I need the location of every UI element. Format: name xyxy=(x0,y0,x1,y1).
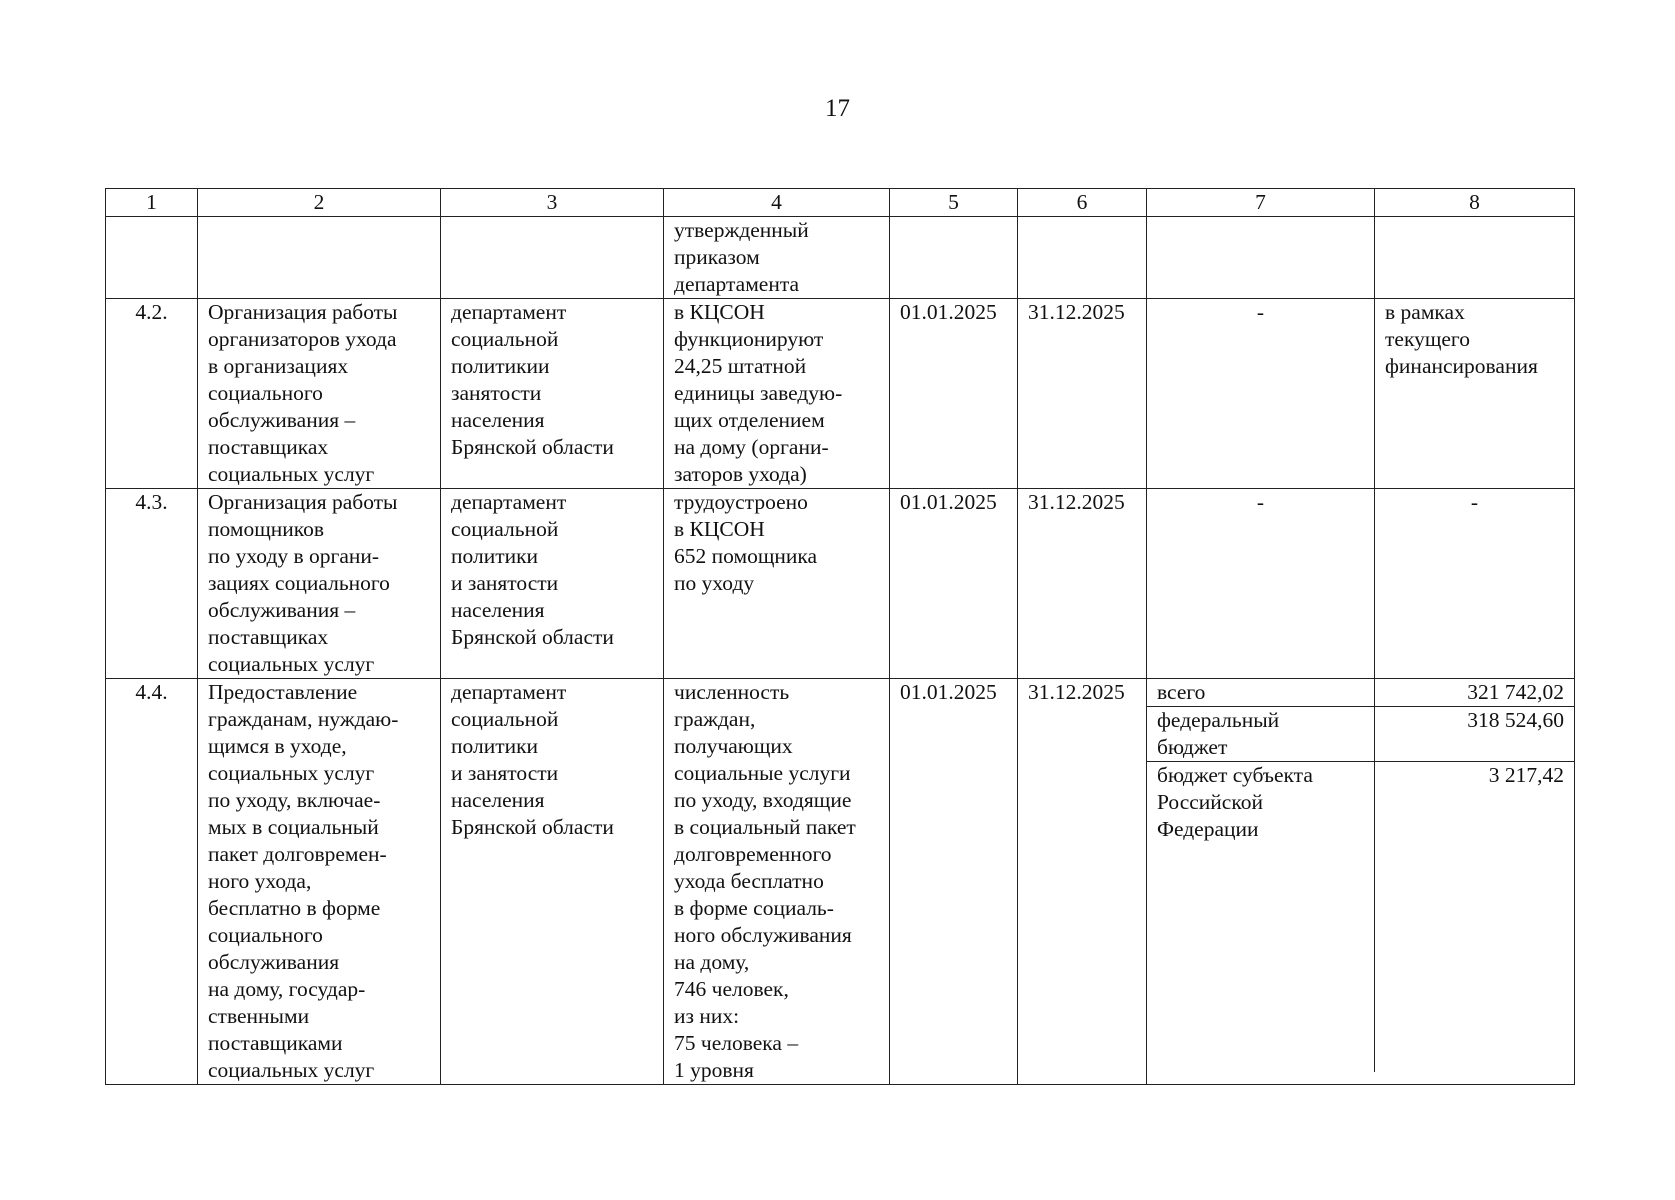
financing-cell xyxy=(1147,679,1575,1085)
financing-value: 318 524,60 xyxy=(1467,708,1564,732)
row-number-cell xyxy=(106,217,198,299)
end-date-cell xyxy=(1018,217,1147,299)
responsible-cell: департамент социальной политики и занятости населения Брянской области xyxy=(441,679,664,1085)
column-header: 5 xyxy=(890,189,1018,217)
end-date-cell: 31.12.2025 xyxy=(1018,489,1147,679)
column-number-row xyxy=(106,189,1575,217)
responsible-cell: департамент социальной политики и занятости населения Брянской области xyxy=(441,489,664,679)
financing-label: федеральный бюджет xyxy=(1147,707,1375,761)
row-number-cell: 4.4. xyxy=(106,679,198,1085)
start-date-cell: 01.01.2025 xyxy=(890,679,1018,1085)
column-header: 8 xyxy=(1375,189,1575,217)
financing-row-total xyxy=(1147,679,1574,707)
result-cell: трудоустроено в КЦСОН 652 помощника по уходу xyxy=(664,489,890,679)
result-cell: в КЦСОН функционируют 24,25 штатной единицы заведую- щих отделением на дому (органи- заторов ухода) xyxy=(664,299,890,489)
end-date-cell: 31.12.2025 xyxy=(1018,299,1147,489)
page-number: 17 xyxy=(825,95,850,122)
table-row xyxy=(106,679,1575,1085)
financing-row-federal xyxy=(1147,707,1574,762)
financing-value: 321 742,02 xyxy=(1467,680,1564,704)
amount-cell: - xyxy=(1375,489,1575,679)
financing-value: 3 217,42 xyxy=(1488,763,1564,787)
financing-row-regional xyxy=(1147,762,1574,1072)
table-row xyxy=(106,299,1575,489)
measure-name-cell: Предоставление гражданам, нуждаю- щимся в уходе, социальных услуг по уходу, включае- мых в социальный пакет долговремен- ного ухода, бесплатно в форме социального обслуживания на дому, государ- ственными поставщиками социальных услуг xyxy=(198,679,441,1085)
amount-cell: в рамках текущего финансирования xyxy=(1375,299,1575,489)
measure-name-cell: Организация работы организаторов ухода в организациях социального обслуживания – поставщиках социальных услуг xyxy=(198,299,441,489)
column-header: 2 xyxy=(198,189,441,217)
result-cell: утвержденный приказом департамента xyxy=(664,217,890,299)
column-header: 1 xyxy=(106,189,198,217)
measure-name-cell: Организация работы помощников по уходу в органи- зациях социального обслуживания – поставщиках социальных услуг xyxy=(198,489,441,679)
column-header: 6 xyxy=(1018,189,1147,217)
start-date-cell xyxy=(890,217,1018,299)
column-header: 3 xyxy=(441,189,664,217)
financing-label: бюджет субъекта Российской Федерации xyxy=(1147,762,1375,1072)
source-cell: - xyxy=(1147,489,1375,679)
source-cell xyxy=(1147,217,1375,299)
end-date-cell: 31.12.2025 xyxy=(1018,679,1147,1085)
measures-table xyxy=(105,188,1575,1085)
amount-cell xyxy=(1375,217,1575,299)
start-date-cell: 01.01.2025 xyxy=(890,489,1018,679)
column-header: 7 xyxy=(1147,189,1375,217)
financing-label: всего xyxy=(1147,679,1375,706)
table-row xyxy=(106,217,1575,299)
responsible-cell xyxy=(441,217,664,299)
responsible-cell: департамент социальной политикии занятости населения Брянской области xyxy=(441,299,664,489)
row-number-cell: 4.3. xyxy=(106,489,198,679)
source-cell: - xyxy=(1147,299,1375,489)
start-date-cell: 01.01.2025 xyxy=(890,299,1018,489)
row-number-cell: 4.2. xyxy=(106,299,198,489)
result-cell: численность граждан, получающих социальные услуги по уходу, входящие в социальный пакет долговременного ухода бесплатно в форме социаль- ного обслуживания на дому, 746 человек, из них: 75 человека – 1 уровня xyxy=(664,679,890,1085)
table-row xyxy=(106,489,1575,679)
column-header: 4 xyxy=(664,189,890,217)
measure-name-cell xyxy=(198,217,441,299)
